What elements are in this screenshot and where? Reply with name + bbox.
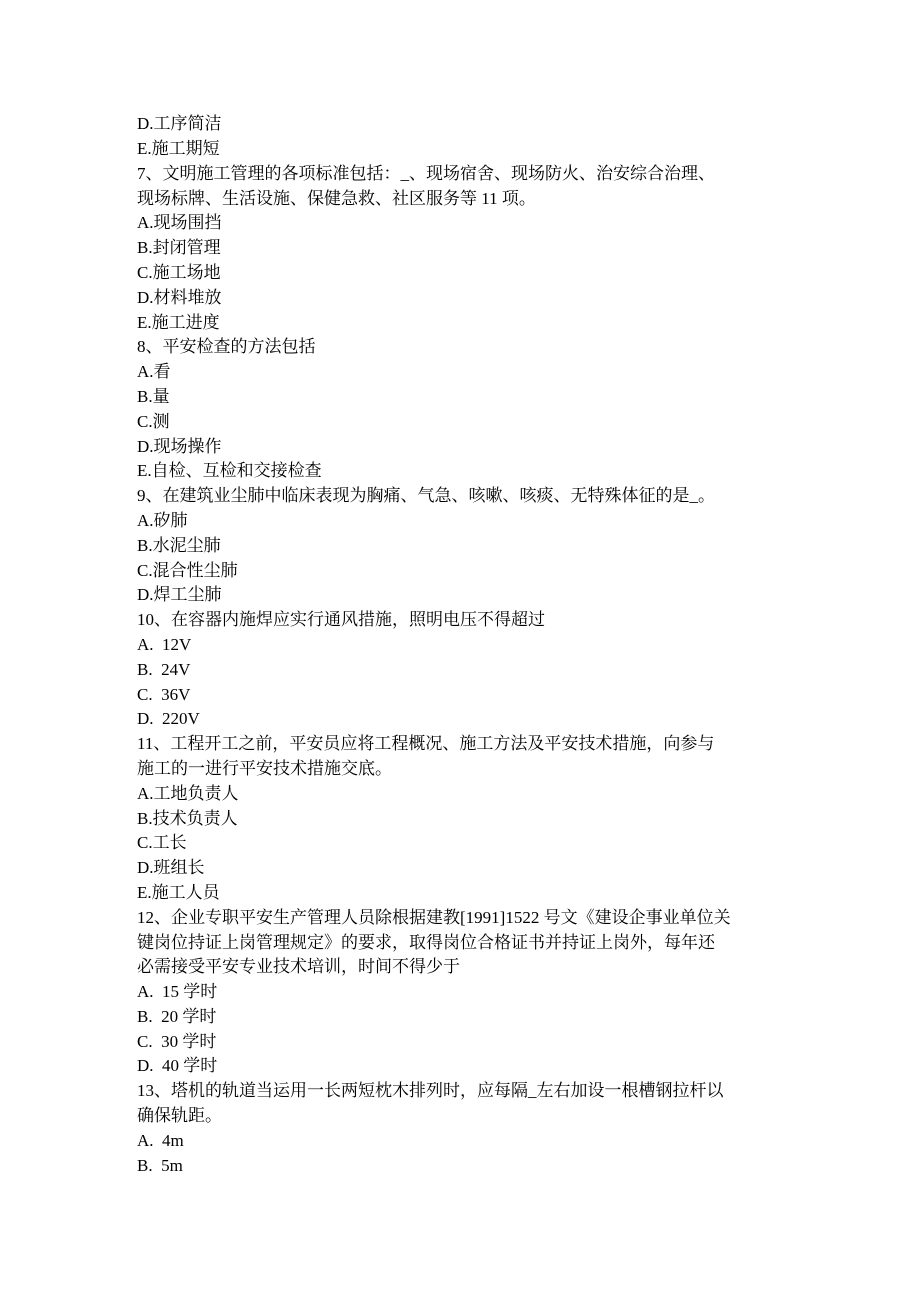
answer-option: B.水泥尘肺 (137, 535, 221, 555)
answer-option: C. 36V (137, 684, 191, 704)
answer-option: B.封闭管理 (137, 238, 221, 258)
answer-option: C.工长 (137, 833, 187, 853)
question-text-line: 10、在容器内施焊应实行通风措施，照明电压不得超过 (137, 610, 545, 630)
question-text-line: 13、塔机的轨道当运用一长两短枕木排列时，应每隔_左右加设一根槽钢拉杆以 (137, 1081, 724, 1101)
question-text-line: 12、企业专职平安生产管理人员除根据建教[1991]1522 号文《建设企事业单位关 (137, 907, 731, 927)
answer-option: C.混合性尘肺 (137, 560, 238, 580)
question-text-line: 必需接受平安专业技术培训，时间不得少于 (137, 957, 460, 977)
answer-option: B. 24V (137, 659, 191, 679)
question-text-line: 确保轨距。 (137, 1106, 222, 1126)
question-text-line: 7、文明施工管理的各项标准包括：_、现场宿舍、现场防火、治安综合治理、 (137, 163, 715, 183)
answer-option: B.技术负责人 (137, 808, 238, 828)
answer-option: B.量 (137, 386, 170, 406)
answer-option: D.班组长 (137, 858, 205, 878)
answer-option: A.看 (137, 362, 171, 382)
question-text-line: 施工的一进行平安技术措施交底。 (137, 758, 392, 778)
answer-option: A.矽肺 (137, 510, 188, 530)
answer-option: E.施工人员 (137, 882, 220, 902)
answer-option: D.焊工尘肺 (137, 585, 222, 605)
answer-option: D.现场操作 (137, 436, 222, 456)
answer-option: D.工序简洁 (137, 114, 222, 133)
answer-option: D.材料堆放 (137, 287, 222, 307)
question-text-line: 现场标牌、生活设施、保健急救、社区服务等 11 项。 (137, 188, 536, 208)
answer-option: A. 15 学时 (137, 982, 218, 1002)
answer-option: A. 4m (137, 1130, 184, 1150)
answer-option: A.现场围挡 (137, 213, 222, 233)
question-text-line: 键岗位持证上岗管理规定》的要求，取得岗位合格证书并持证上岗外，每年还 (137, 932, 715, 952)
answer-option: E.施工期短 (137, 139, 220, 158)
answer-option: D. 220V (137, 709, 200, 729)
answer-option: C.测 (137, 411, 170, 431)
answer-option: E.自检、互检和交接检查 (137, 461, 322, 481)
answer-option: B. 20 学时 (137, 1006, 217, 1026)
question-text-line: 9、在建筑业尘肺中临床表现为胸痛、气急、咳嗽、咳痰、无特殊体征的是_。 (137, 486, 715, 506)
answer-option: C.施工场地 (137, 262, 221, 282)
answer-option: B. 5m (137, 1155, 183, 1175)
answer-option: C. 30 学时 (137, 1031, 217, 1051)
question-text-line: 11、工程开工之前，平安员应将工程概况、施工方法及平安技术措施，向参与 (137, 734, 715, 754)
answer-option: D. 40 学时 (137, 1056, 218, 1076)
answer-option: A.工地负责人 (137, 783, 239, 803)
document-page (137, 110, 787, 1178)
answer-option: E.施工进度 (137, 312, 220, 332)
question-text-line: 8、平安检查的方法包括 (137, 337, 316, 357)
answer-option: A. 12V (137, 634, 192, 654)
